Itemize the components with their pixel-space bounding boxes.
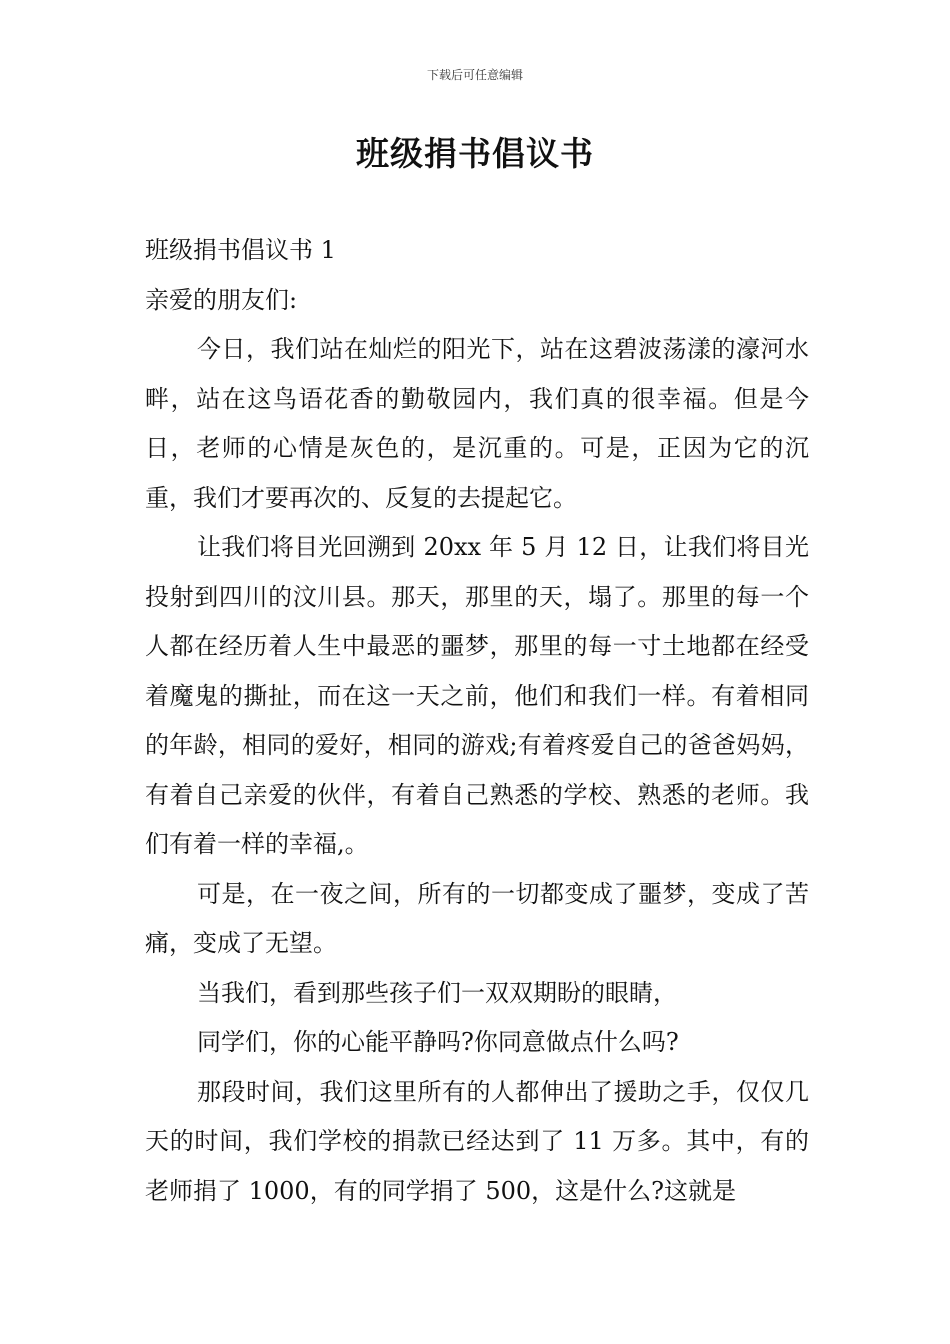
header-note: 下载后可任意编辑: [426, 68, 523, 82]
document-title: 班级捐书倡议书: [356, 134, 594, 173]
salutation: 亲爱的朋友们:: [145, 285, 298, 314]
paragraph: 那段时间，我们这里所有的人都伸出了援助之手，仅仅几天的时间，我们学校的捐款已经达到了 11 万多。其中，有的老师捐了 1000，有的同学捐了 500，这是什么?这就是: [145, 1077, 809, 1205]
paragraph: 让我们将目光回溯到 20xx 年 5 月 12 日，让我们将目光投射到四川的汶川县。那天，那里的天，塌了。那里的每一个人都在经历着人生中最恶的噩梦，那里的每一寸土地都在经受着魔鬼的撕扯，而在这一天之前，他们和我们一样。有着相同的年龄，相同的爱好，相同的游戏;有着疼爱自己的爸爸妈妈，有着自己亲爱的伙伴，有着自己熟悉的学校、熟悉的老师。我们有着一样的幸福,。: [145, 533, 809, 858]
paragraph: 同学们，你的心能平静吗?你同意做点什么吗?: [197, 1028, 679, 1056]
document-body: [145, 226, 809, 1216]
section-subtitle: 班级捐书倡议书 1: [145, 236, 336, 264]
paragraph: 可是，在一夜之间，所有的一切都变成了噩梦，变成了苦痛，变成了无望。: [145, 879, 809, 957]
paragraph: 今日，我们站在灿烂的阳光下，站在这碧波荡漾的濠河水畔，站在这鸟语花香的勤敬园内，我们真的很幸福。但是今日，老师的心情是灰色的，是沉重的。可是，正因为它的沉重，我们才要再次的、反复的去提起它。: [145, 335, 809, 512]
paragraph: 当我们，看到那些孩子们一双双期盼的眼睛，: [197, 978, 677, 1007]
